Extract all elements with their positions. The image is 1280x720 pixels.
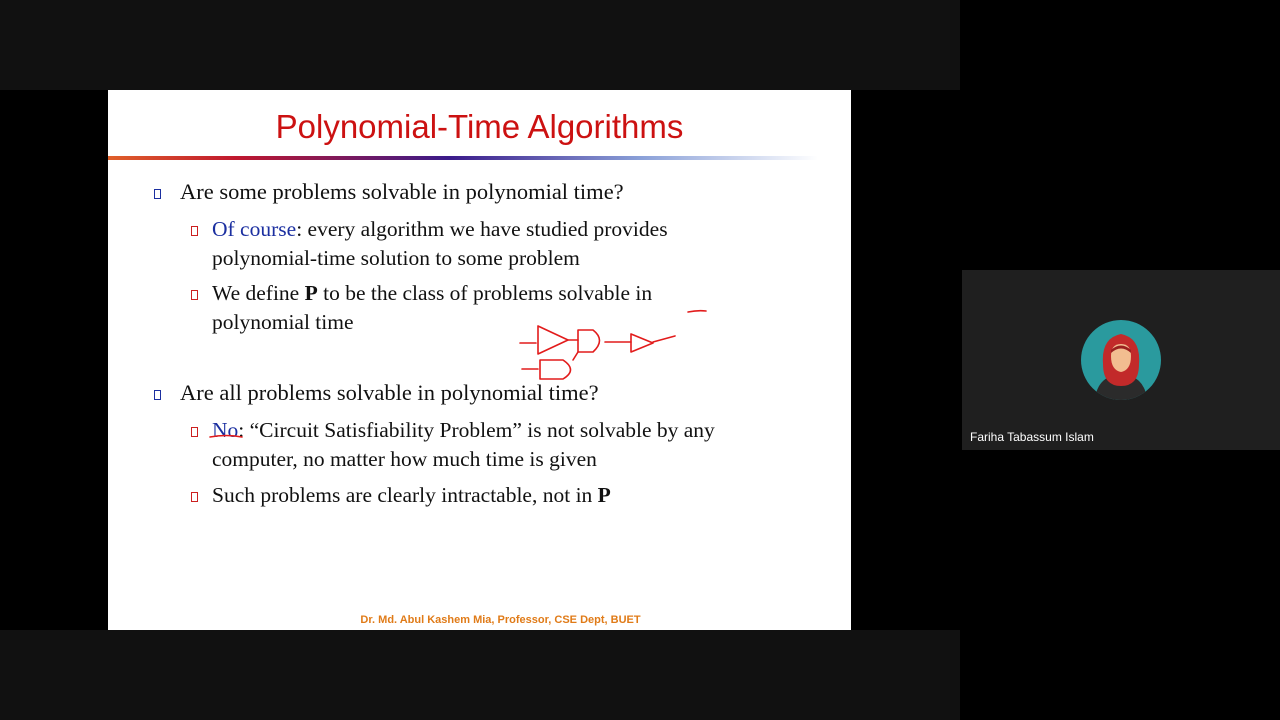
bullet-text-part: We define xyxy=(212,281,305,305)
participant-avatar xyxy=(1081,320,1161,400)
bottom-letterbox xyxy=(0,630,960,720)
bullet-text-part: Such problems are clearly intractable, not in xyxy=(212,483,598,507)
top-letterbox xyxy=(0,0,960,90)
slide-title: Polynomial-Time Algorithms xyxy=(275,108,684,145)
bullet-line2-text: polynomial-time solution to some problem xyxy=(212,246,580,270)
participant-tile[interactable] xyxy=(962,270,1280,450)
bullet-text-part: to be the class of problems solvable in xyxy=(317,281,653,305)
bullet-rest-text: : every algorithm we have studied provides xyxy=(296,217,668,241)
bullet-text: Are some problems solvable in polynomial time? xyxy=(180,179,624,204)
bullet-rest-text: : “Circuit Satisfiability Problem” is not solvable by any xyxy=(238,418,715,442)
highlight-text: Of course xyxy=(212,217,297,241)
slide-footer: Dr. Md. Abul Kashem Mia, Professor, CSE Dept, BUET xyxy=(360,614,641,626)
highlight-text: No xyxy=(212,418,239,442)
shared-slide xyxy=(108,90,851,630)
person-icon xyxy=(1081,320,1161,400)
bullet-line2-text: computer, no matter how much time is given xyxy=(212,447,597,471)
bullet-text: Are all problems solvable in polynomial time? xyxy=(180,380,599,405)
class-p-text: P xyxy=(597,483,611,507)
class-p-text: P xyxy=(304,281,318,305)
participant-name: Fariha Tabassum Islam xyxy=(970,430,1094,444)
pen-annotation xyxy=(108,90,851,630)
bullet-line2-text: polynomial time xyxy=(212,310,354,334)
